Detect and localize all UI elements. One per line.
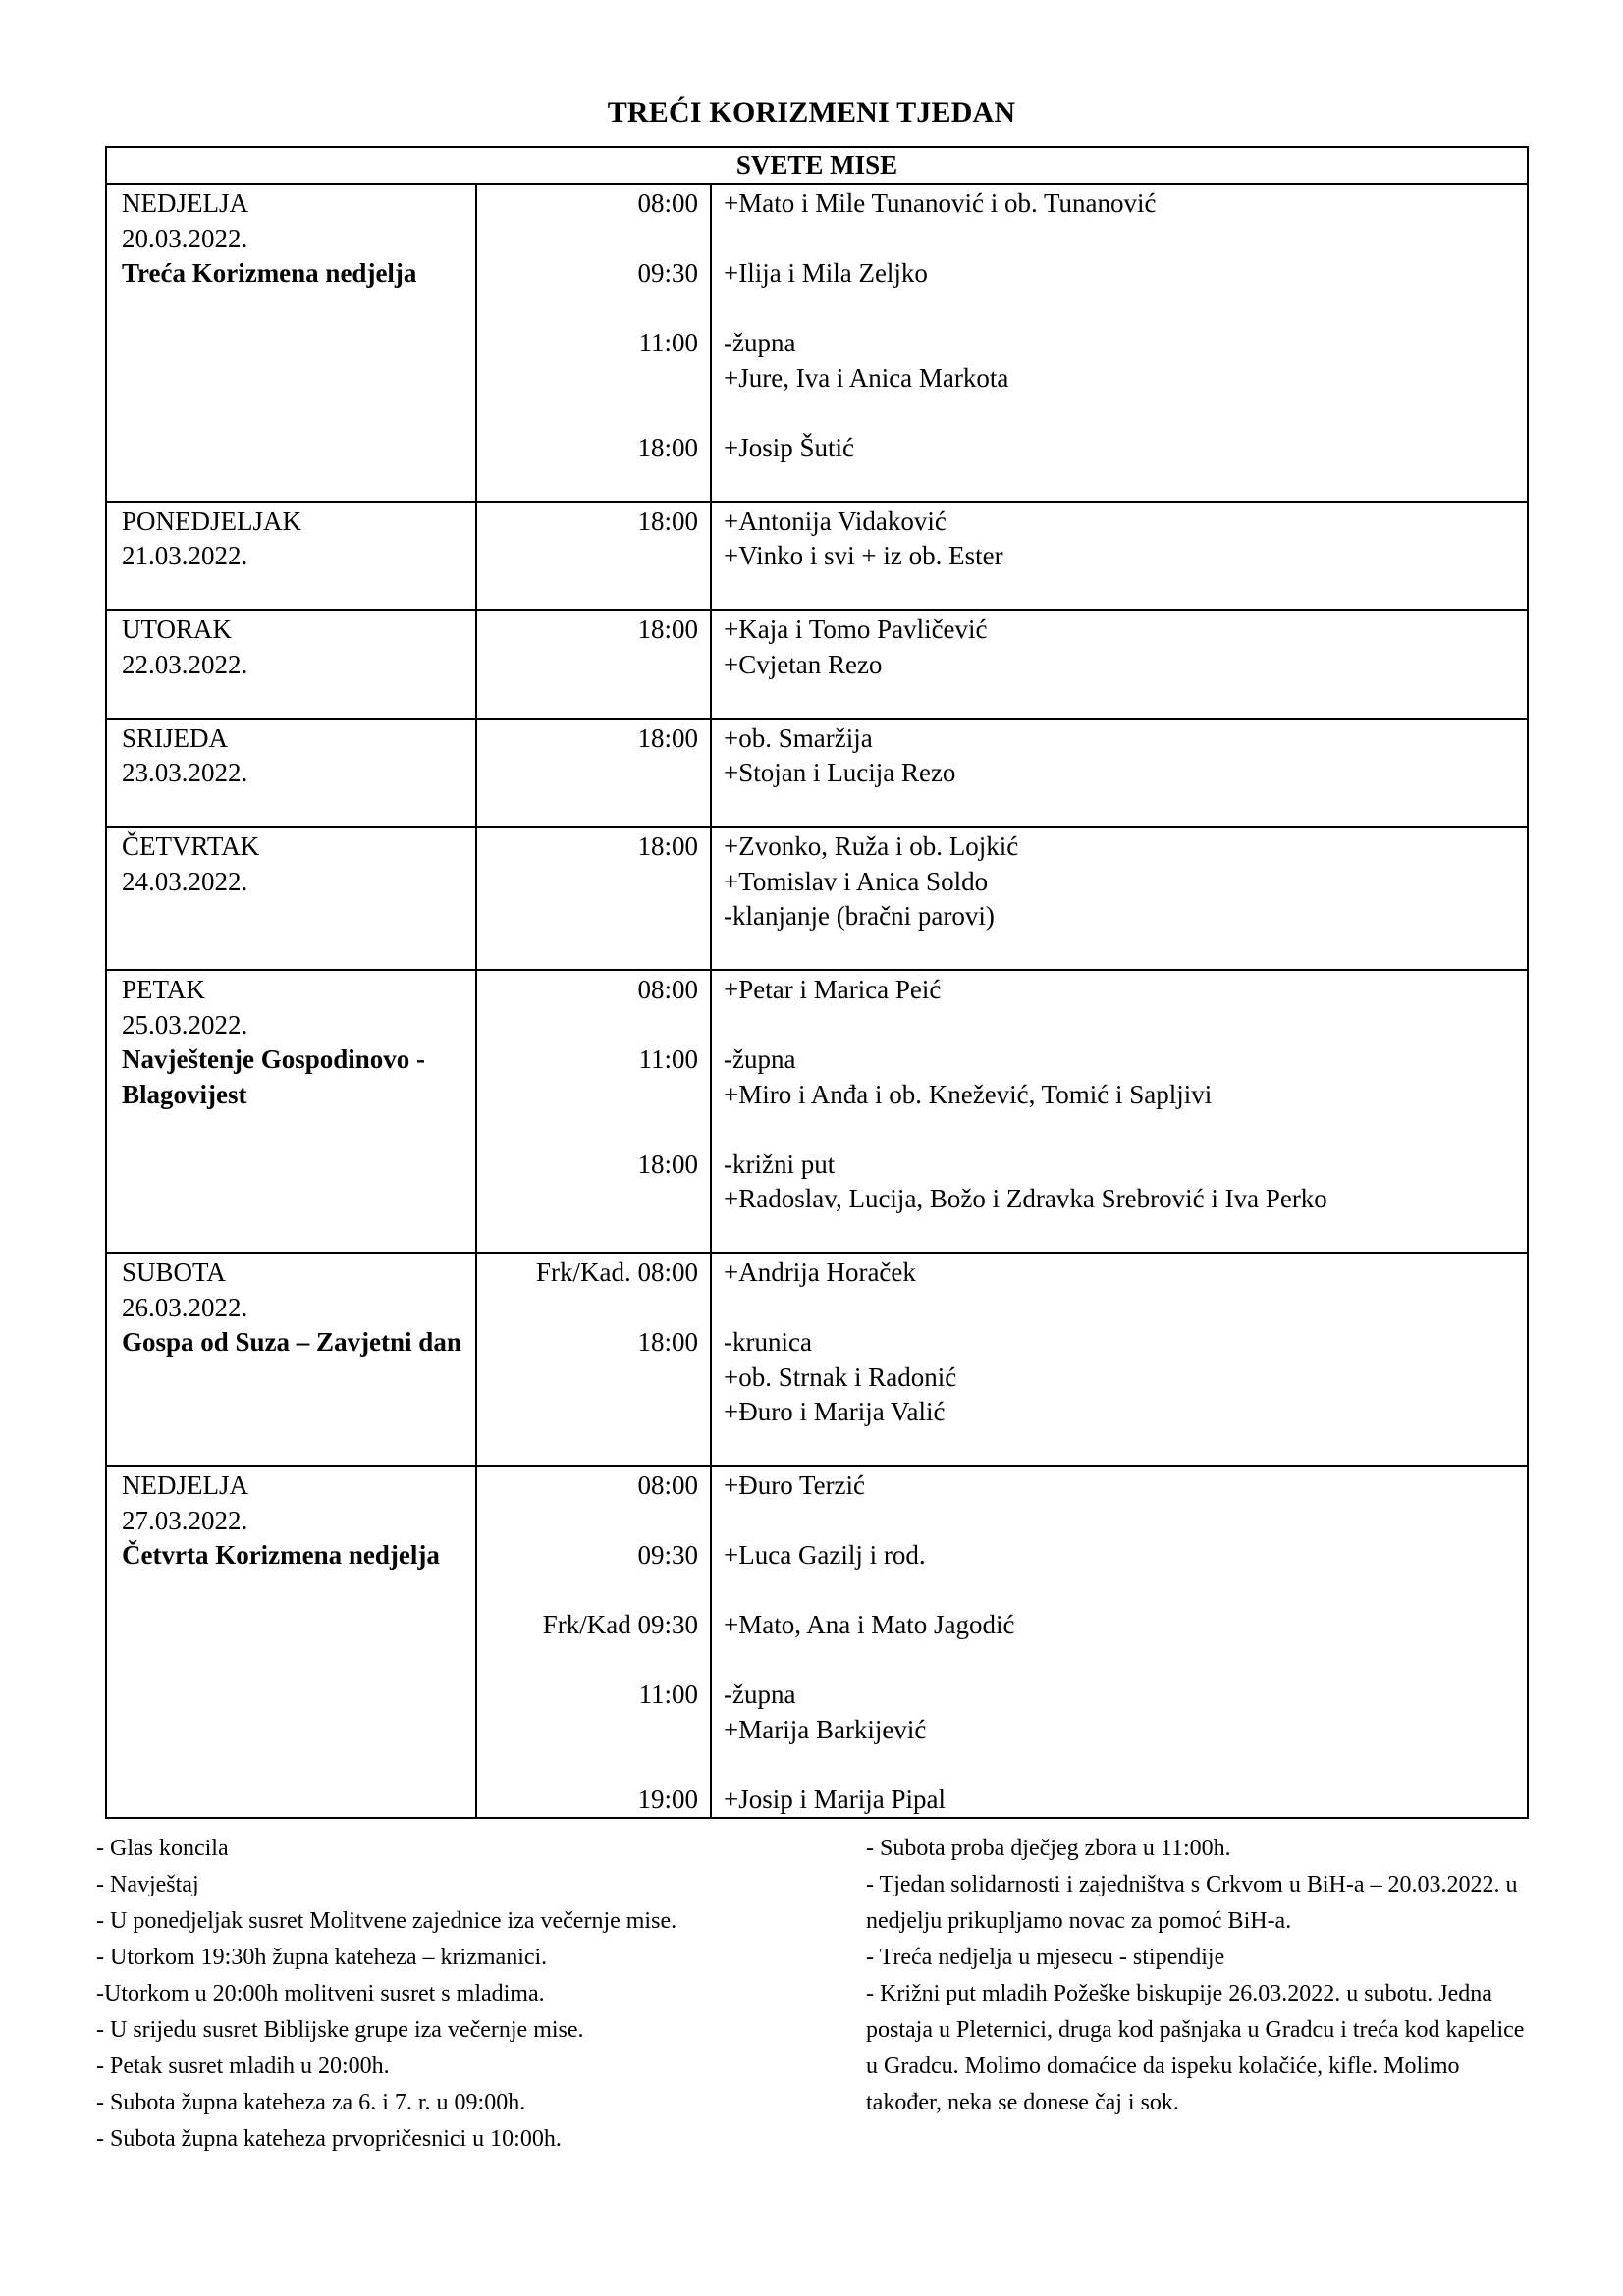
time-cell xyxy=(476,827,711,970)
mass-time: 18:00 xyxy=(637,722,698,753)
mass-intention: +Petar i Marica Peić xyxy=(724,975,942,1004)
mass-time: Frk/Kad 09:30 xyxy=(542,1610,698,1639)
day-date: 27.03.2022. xyxy=(122,1505,248,1535)
day-date: 21.03.2022. xyxy=(122,541,248,570)
mass-intention: -župna xyxy=(724,1680,796,1709)
mass-intention: -župna xyxy=(724,1044,796,1074)
day-name: PETAK xyxy=(122,975,205,1004)
day-date: 24.03.2022. xyxy=(122,866,248,896)
notes-left xyxy=(96,1831,725,2158)
mass-time: 19:00 xyxy=(637,1784,698,1814)
mass-time: 08:00 xyxy=(637,975,698,1004)
day-row xyxy=(106,827,1528,970)
mass-time: 18:00 xyxy=(637,614,698,644)
mass-intention: +Josip i Marija Pipal xyxy=(724,1784,946,1814)
mass-schedule-table xyxy=(105,146,1529,1819)
mass-intention: +Tomislav i Anica Soldo xyxy=(724,866,989,896)
mass-intention: +Radoslav, Lucija, Božo i Zdravka Srebrović i Iva Perko xyxy=(724,1184,1327,1213)
mass-intention: +Đuro i Marija Valić xyxy=(724,1397,946,1426)
intention-cell xyxy=(711,1466,1528,1818)
mass-intention: +Vinko i svi + iz ob. Ester xyxy=(724,541,1003,570)
mass-intention: +Stojan i Lucija Rezo xyxy=(724,758,956,787)
note-item: - Subota župna kateheza za 6. i 7. r. u 09:00h. xyxy=(96,2090,526,2115)
day-cell xyxy=(106,719,476,828)
time-cell xyxy=(476,502,711,611)
day-name: NEDJELJA xyxy=(122,1470,248,1500)
day-cell xyxy=(106,827,476,970)
mass-intention: -klanjanje (bračni parovi) xyxy=(724,901,995,931)
intention-cell xyxy=(711,719,1528,828)
mass-time: 18:00 xyxy=(637,506,698,536)
intention-cell xyxy=(711,827,1528,970)
note-item: - U srijedu susret Biblijske grupe iza večernje mise. xyxy=(96,2017,584,2043)
day-name: SRIJEDA xyxy=(122,722,229,753)
mass-time: 18:00 xyxy=(637,1148,698,1179)
day-cell xyxy=(106,610,476,719)
page-title: TREĆI KORIZMENI TJEDAN xyxy=(607,96,1016,129)
mass-intention: +Miro i Anđa i ob. Knežević, Tomić i Sapljivi xyxy=(724,1079,1213,1109)
day-row xyxy=(106,502,1528,611)
mass-time: 18:00 xyxy=(637,1327,698,1357)
day-row xyxy=(106,719,1528,828)
day-feast: Četvrta Korizmena nedjelja xyxy=(122,1540,440,1570)
mass-intention: -župna xyxy=(724,328,796,357)
table-header-row xyxy=(106,147,1528,184)
mass-intention: +ob. Smaržija xyxy=(724,722,873,753)
note-item: - Subota proba dječjeg zbora u 11:00h. xyxy=(866,1836,1231,1861)
note-item: - Utorkom 19:30h župna kateheza – krizmanici. xyxy=(96,1945,548,1970)
note-item: - Treća nedjelja u mjesecu - stipendije xyxy=(866,1945,1225,1970)
mass-intention: +Đuro Terzić xyxy=(724,1470,866,1500)
mass-time: 11:00 xyxy=(638,1044,698,1074)
day-name: ČETVRTAK xyxy=(122,831,260,861)
note-item: - Glas koncila xyxy=(96,1836,229,1861)
day-row xyxy=(106,970,1528,1253)
mass-time: 09:30 xyxy=(637,258,698,288)
mass-intention: +Mato i Mile Tunanović i ob. Tunanović xyxy=(724,188,1157,218)
mass-intention: -križni put xyxy=(724,1148,836,1179)
mass-intention: +Jure, Iva i Anica Markota xyxy=(724,362,1009,393)
note-item: - Križni put mladih Požeške biskupije 26.03.2022. u subotu. Jedna postaja u Pleternici, druga kod pašnjaka u Gradcu i treća kod kapelice u Gradcu. Molimo domaćice da ispeku kolačiće, kifle. Molimo također, neka se donese čaj i sok. xyxy=(866,1981,1525,2115)
mass-time: 09:30 xyxy=(637,1540,698,1570)
mass-intention: +Zvonko, Ruža i ob. Lojkić xyxy=(724,831,1019,861)
day-date: 26.03.2022. xyxy=(122,1292,248,1322)
mass-time: Frk/Kad. 08:00 xyxy=(536,1257,698,1287)
day-cell xyxy=(106,1253,476,1466)
intention-cell xyxy=(711,502,1528,611)
note-item: - U ponedjeljak susret Molitvene zajednice iza večernje mise. xyxy=(96,1908,677,1934)
day-name: PONEDJELJAK xyxy=(122,506,302,536)
mass-intention: +Andrija Horaček xyxy=(724,1257,916,1287)
note-item: -Utorkom u 20:00h molitveni susret s mladima. xyxy=(96,1981,545,2006)
day-cell xyxy=(106,970,476,1253)
intention-cell xyxy=(711,184,1528,502)
day-date: 23.03.2022. xyxy=(122,758,248,787)
day-feast: Gospa od Suza – Zavjetni dan xyxy=(122,1327,461,1357)
time-cell xyxy=(476,1253,711,1466)
time-cell xyxy=(476,719,711,828)
day-row xyxy=(106,610,1528,719)
day-cell xyxy=(106,184,476,502)
day-date: 20.03.2022. xyxy=(122,223,248,253)
time-cell xyxy=(476,1466,711,1818)
mass-intention: +Kaja i Tomo Pavličević xyxy=(724,614,988,644)
mass-intention: +Cvjetan Rezo xyxy=(724,649,883,679)
mass-intention: +ob. Strnak i Radonić xyxy=(724,1362,957,1392)
mass-intention: +Ilija i Mila Zeljko xyxy=(724,258,928,288)
day-cell xyxy=(106,1466,476,1818)
table-header: SVETE MISE xyxy=(106,147,1528,184)
mass-time: 08:00 xyxy=(637,1470,698,1500)
note-item: - Petak susret mladih u 20:00h. xyxy=(96,2054,390,2079)
mass-intention: +Josip Šutić xyxy=(724,432,854,462)
day-feast: Navještenje Gospodinovo - Blagovijest xyxy=(122,1044,425,1109)
mass-intention: +Mato, Ana i Mato Jagodić xyxy=(724,1610,1015,1639)
day-feast: Treća Korizmena nedjelja xyxy=(122,258,417,288)
mass-time: 18:00 xyxy=(637,831,698,861)
note-item: - Navještaj xyxy=(96,1872,199,1897)
time-cell xyxy=(476,184,711,502)
day-date: 25.03.2022. xyxy=(122,1009,248,1040)
mass-intention: -krunica xyxy=(724,1327,812,1357)
mass-intention: +Marija Barkijević xyxy=(724,1714,927,1744)
day-row xyxy=(106,184,1528,502)
mass-intention: +Luca Gazilj i rod. xyxy=(724,1540,926,1570)
note-item: - Subota župna kateheza prvopričesnici u 10:00h. xyxy=(96,2126,562,2152)
time-cell xyxy=(476,970,711,1253)
mass-time: 11:00 xyxy=(638,328,698,357)
day-date: 22.03.2022. xyxy=(122,649,248,679)
day-name: NEDJELJA xyxy=(122,188,248,218)
day-row xyxy=(106,1253,1528,1466)
intention-cell xyxy=(711,610,1528,719)
intention-cell xyxy=(711,1253,1528,1466)
day-name: SUBOTA xyxy=(122,1257,226,1287)
day-row xyxy=(106,1466,1528,1818)
mass-time: 18:00 xyxy=(637,432,698,462)
intention-cell xyxy=(711,970,1528,1253)
time-cell xyxy=(476,610,711,719)
note-item: - Tjedan solidarnosti i zajedništva s Crkvom u BiH-a – 20.03.2022. u nedjelju prikupljamo novac za pomoć BiH-a. xyxy=(866,1872,1518,1934)
mass-time: 11:00 xyxy=(638,1680,698,1709)
mass-intention: +Antonija Vidaković xyxy=(724,506,947,536)
day-cell xyxy=(106,502,476,611)
notes-right xyxy=(866,1831,1534,2121)
mass-time: 08:00 xyxy=(637,188,698,218)
day-name: UTORAK xyxy=(122,614,233,644)
